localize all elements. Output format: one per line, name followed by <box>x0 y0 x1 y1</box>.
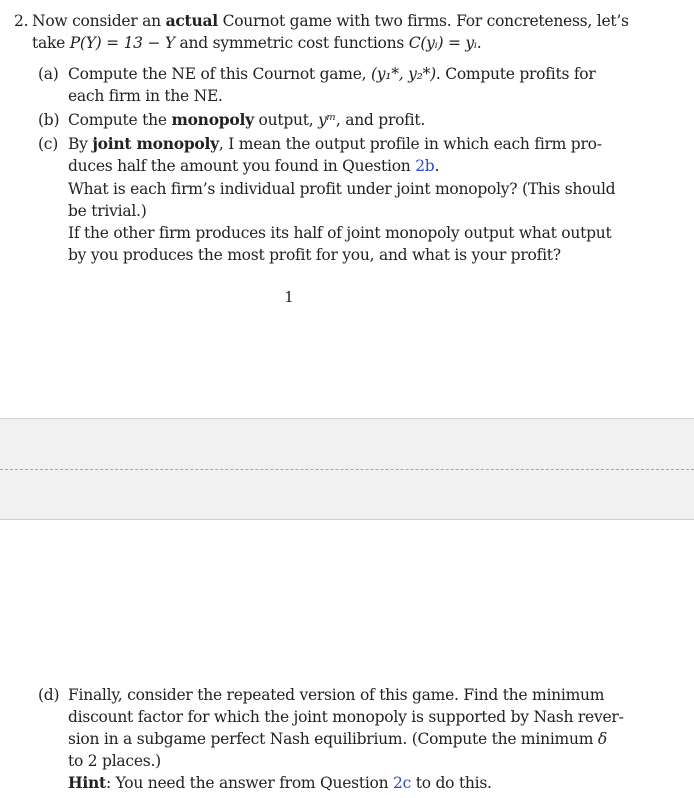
part-d-hint <box>68 772 492 794</box>
part-c-text: , I mean the output profile in which each firm pro- <box>218 135 602 153</box>
price-function-math: P(Y) = 13 − Y <box>69 34 175 52</box>
part-b-text: Compute the <box>68 111 172 129</box>
cost-function-math: C(yᵢ) = yᵢ <box>408 34 477 52</box>
hint-label: Hint <box>68 773 106 792</box>
intro-text: Cournot game with two firms. For concreteness, let’s <box>217 12 629 30</box>
nash-equilibrium-math: (y₁*, y₂*) <box>370 65 436 83</box>
monopoly-output-math: yᵐ <box>318 111 336 129</box>
part-b-label: (b) <box>38 111 60 129</box>
hint-text: to do this. <box>411 774 492 792</box>
part-c-line-5: If the other firm produces its half of joint monopoly output what output <box>68 224 612 242</box>
part-c-line-3: What is each firm’s individual profit under joint monopoly? (This should <box>68 180 616 198</box>
part-d-line-4: to 2 places.) <box>68 752 161 770</box>
question-number: 2. <box>14 12 29 30</box>
part-b-text: output, <box>253 111 319 129</box>
hint-text: : You need the answer from Question <box>105 774 394 792</box>
page-break-divider <box>0 469 694 470</box>
question-2b-link[interactable]: 2b <box>415 157 435 175</box>
part-a-label: (a) <box>38 65 59 83</box>
part-c-line-2 <box>68 155 439 177</box>
intro-bold-actual: actual <box>165 11 218 30</box>
part-b-text: , and profit. <box>335 111 426 129</box>
part-c-label: (c) <box>38 135 59 153</box>
part-c-text: . <box>434 157 440 175</box>
part-c-text: By <box>68 135 93 153</box>
part-c-text: duces half the amount you found in Question <box>68 157 416 175</box>
intro-text: Now consider an <box>32 12 166 30</box>
part-a-text: . Compute profits for <box>435 65 596 83</box>
part-d-line-2: discount factor for which the joint monopoly is supported by Nash rever- <box>68 708 624 726</box>
question-2c-link[interactable]: 2c <box>393 774 412 792</box>
page-gap <box>0 418 694 520</box>
part-c-line-1 <box>68 133 602 155</box>
question-intro-line-1 <box>32 10 629 32</box>
part-c-line-4: be trivial.) <box>68 202 147 220</box>
page-number: 1 <box>284 288 294 306</box>
part-d-line-1: Finally, consider the repeated version of this game. Find the minimum <box>68 686 605 704</box>
question-intro-line-2 <box>32 32 481 54</box>
part-a-text: Compute the NE of this Cournot game, <box>68 65 371 83</box>
page-2 <box>0 520 694 798</box>
part-c-line-6: by you produces the most profit for you, and what is your profit? <box>68 246 561 264</box>
part-b-line-1 <box>68 109 425 131</box>
part-d-line-3 <box>68 728 607 750</box>
part-d-text: sion in a subgame perfect Nash equilibrium. (Compute the minimum <box>68 730 598 748</box>
delta-math: δ <box>597 730 607 748</box>
part-c-bold-joint-monopoly: joint monopoly <box>92 134 219 153</box>
intro-text: . <box>476 34 482 52</box>
part-a-line-1 <box>68 63 596 85</box>
part-d-label: (d) <box>38 686 60 704</box>
intro-text: and symmetric cost functions <box>174 34 409 52</box>
part-a-line-2: each firm in the NE. <box>68 87 223 105</box>
part-b-bold-monopoly: monopoly <box>171 110 254 129</box>
intro-text: take <box>32 34 70 52</box>
